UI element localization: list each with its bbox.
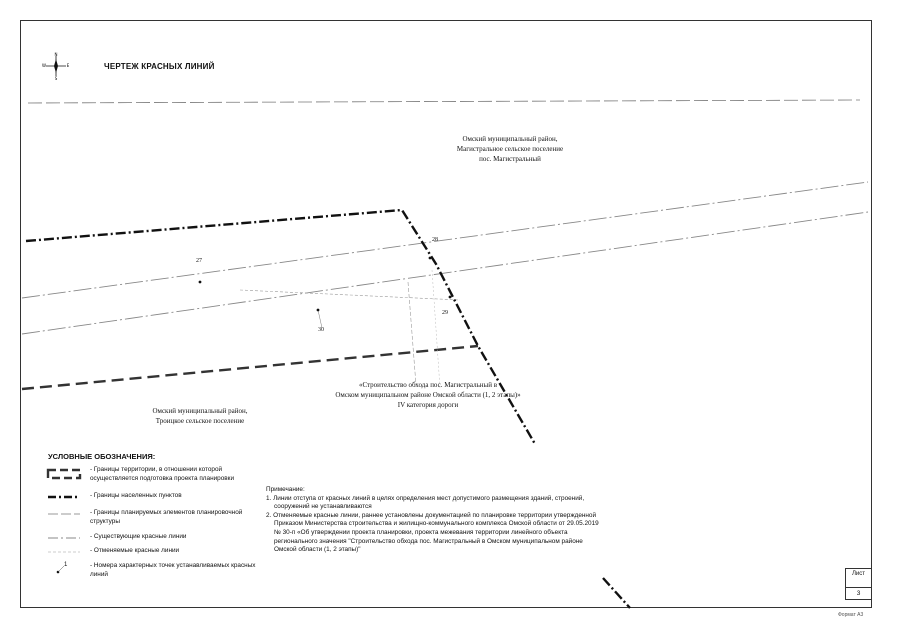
project-line-2: Омском муниципальном районе Омской области (1, 2 этапы)» bbox=[335, 391, 521, 399]
point-label-29: 29 bbox=[442, 310, 448, 316]
point-30-leader bbox=[318, 310, 322, 328]
drawing-title: ЧЕРТЕЖ КРАСНЫХ ЛИНИЙ bbox=[104, 62, 215, 71]
area-top-right-line-3: пос. Магистральный bbox=[479, 155, 541, 163]
area-bottom-left-line-2: Троицкое сельское поселение bbox=[155, 417, 245, 425]
legend-item-settlements bbox=[48, 492, 268, 506]
point-label-28: 28 bbox=[432, 237, 438, 243]
sheet-label: Лист bbox=[851, 571, 866, 577]
compass-icon bbox=[42, 52, 70, 80]
legend-text-existing: - Существующие красные линии bbox=[90, 533, 187, 540]
area-label-top-right bbox=[430, 134, 590, 164]
notes-block bbox=[266, 486, 606, 555]
legend-item-planned bbox=[48, 509, 268, 523]
top-boundary-line bbox=[28, 100, 860, 103]
notes-heading: Примечание: bbox=[266, 486, 305, 493]
settlement-boundary-bottom bbox=[603, 578, 630, 608]
legend-item-territory bbox=[48, 466, 268, 480]
point-29-marker bbox=[449, 296, 452, 299]
compass-n: N bbox=[54, 52, 58, 57]
point-label-27: 27 bbox=[196, 258, 202, 264]
area-label-bottom-left bbox=[120, 406, 280, 426]
compass-w: W bbox=[42, 63, 46, 68]
legend-title: УСЛОВНЫЕ ОБОЗНАЧЕНИЯ: bbox=[48, 452, 156, 461]
cancelled-red-line bbox=[240, 290, 460, 300]
note-item-1: 1. Линии отступа от красных линий в целях определения мест допустимого размещения зданий, строений, сооружений не устанавливаются bbox=[266, 494, 585, 511]
area-top-right-line-2: Магистральное сельское поселение bbox=[456, 145, 564, 153]
area-bottom-left-line-1: Омский муниципальный район, bbox=[152, 407, 248, 415]
project-line-3: IV категория дороги bbox=[397, 401, 459, 409]
project-pointer-line-2 bbox=[432, 270, 440, 388]
sheet-number-box bbox=[845, 568, 872, 600]
legend-point-marker-number: 1 bbox=[64, 562, 68, 568]
legend-item-cancelled bbox=[48, 547, 268, 561]
area-top-right-line-1: Омский муниципальный район, bbox=[462, 135, 558, 143]
legend-item-points bbox=[48, 562, 268, 576]
note-item-2: 2. Отменяемые красные линии, раннее установлены документацией по планировке территории утвержденной Приказом Министерства строительства и жилищно-коммунального комплекса Омской области от 29.05.2019 № 30-п «Об утверждении проекта планировки, проекта межевания территории линейного объекта регионального значения "Строительство обхода пос. Магистральный в Омском муниципальном районе Омской области (1, 2 этапы)" bbox=[266, 511, 599, 554]
point-label-30: 30 bbox=[318, 327, 324, 333]
area-label-project bbox=[318, 380, 538, 410]
legend-text-planned: - Границы планируемых элементов планировочной структуры bbox=[90, 509, 243, 525]
compass-s: S bbox=[54, 76, 58, 80]
legend-text-territory: - Границы территории, в отношении которой осуществляется подготовка проекта планировки bbox=[90, 466, 235, 482]
project-line-1: «Строительство обхода пос. Магистральный в bbox=[358, 381, 498, 389]
format-label: Формат А3 bbox=[838, 612, 864, 618]
legend-text-points: - Номера характерных точек устанавливаемых красных линий bbox=[90, 562, 256, 578]
legend-text-cancelled: - Отменяемые красные линии bbox=[90, 547, 180, 554]
project-pointer-line-1 bbox=[408, 282, 416, 385]
point-30-marker bbox=[317, 309, 320, 312]
compass-e: E bbox=[66, 63, 70, 68]
legend-item-existing bbox=[48, 533, 268, 547]
point-28-marker bbox=[429, 257, 432, 260]
legend-text-settlements: - Границы населенных пунктов bbox=[90, 492, 182, 499]
sheet-number: 3 bbox=[846, 587, 871, 597]
point-27-marker bbox=[199, 281, 202, 284]
